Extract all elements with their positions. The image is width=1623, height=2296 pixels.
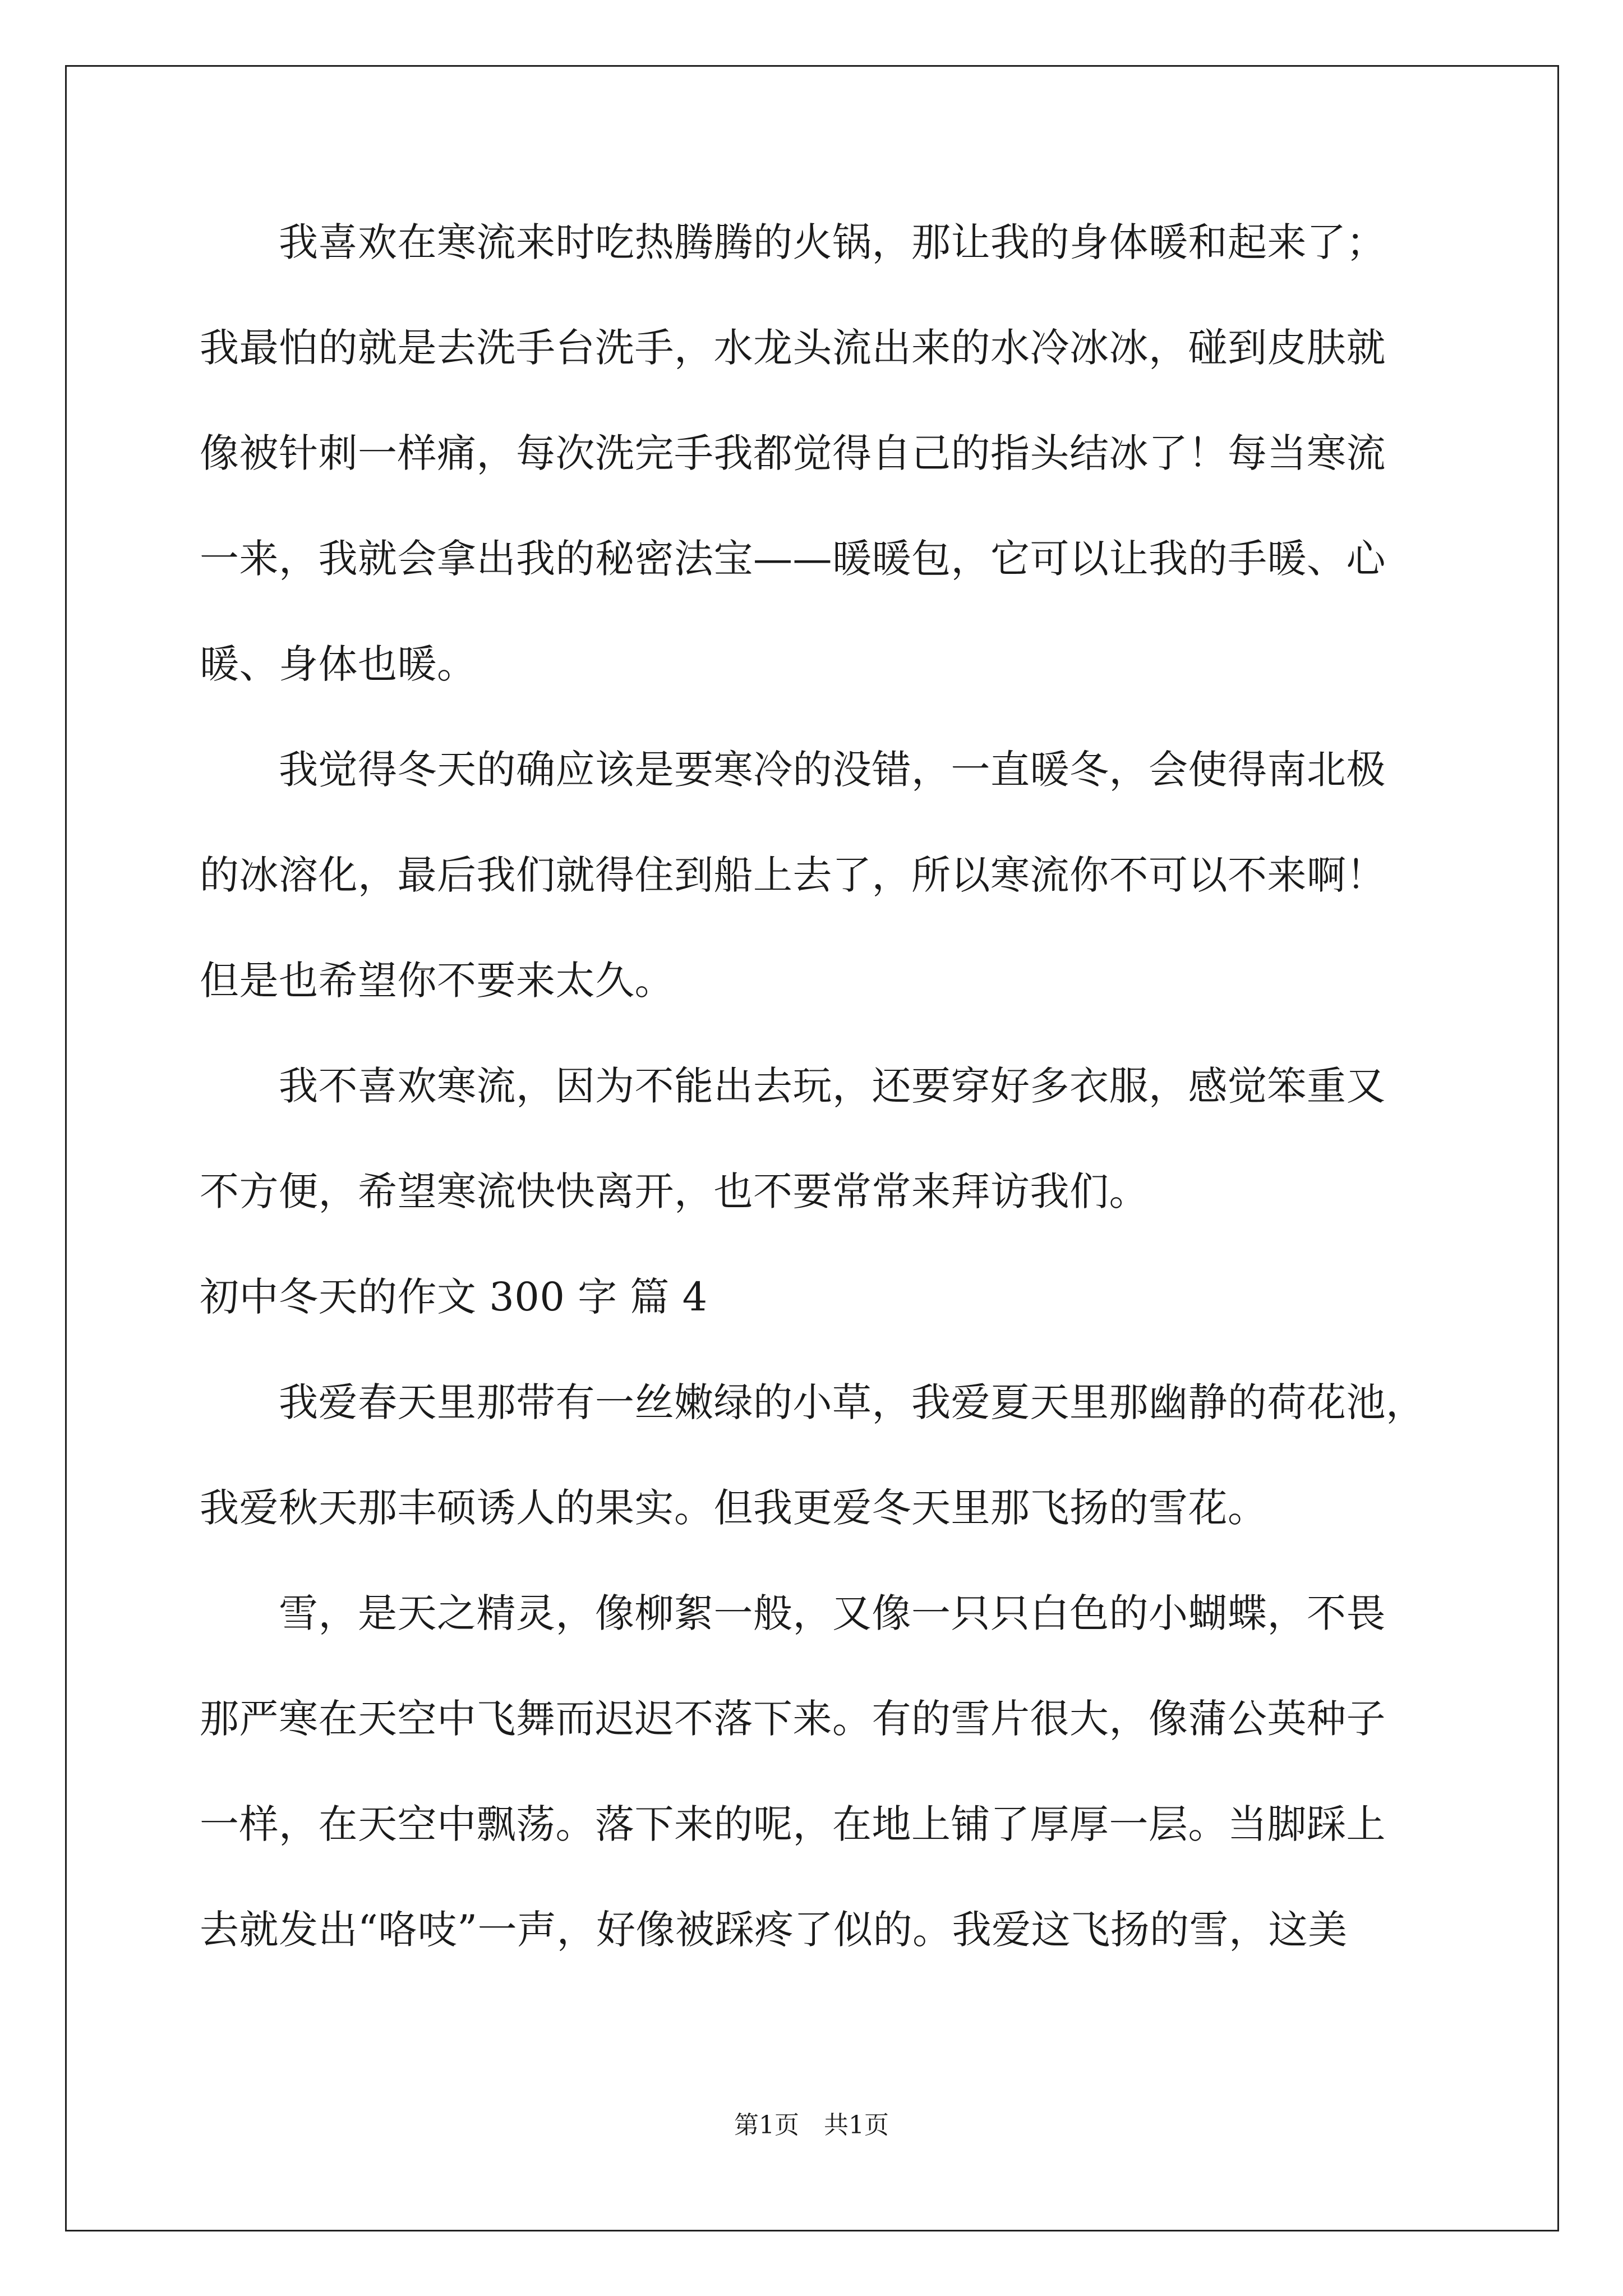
text-line: 我爱春天里那带有一丝嫩绿的小草，我爱夏天里那幽静的荷花池， [200,1379,1426,1425]
text-line: 雪，是天之精灵，像柳絮一般，又像一只只白色的小蝴蝶，不畏 [200,1590,1386,1636]
text-line: 我不喜欢寒流，因为不能出去玩，还要穿好多衣服，感觉笨重又 [200,1063,1386,1109]
page-number-footer: 第1页 共1页 [734,2111,889,2139]
text-line: 我觉得冬天的确应该是要寒冷的没错，一直暖冬，会使得南北极 [200,747,1386,793]
text-line: 但是也希望你不要来太久。 [200,958,674,1004]
text-line: 暖、身体也暖。 [200,641,477,687]
text-line: 像被针刺一样痛，每次洗完手我都觉得自己的指头结冰了！每当寒流 [200,430,1386,476]
text-line: 的冰溶化，最后我们就得住到船上去了，所以寒流你不可以不来啊！ [200,852,1386,898]
text-line: 我喜欢在寒流来时吃热腾腾的火锅，那让我的身体暖和起来了； [200,219,1386,265]
section-heading: 初中冬天的作文 300 字 篇 4 [200,1274,708,1320]
text-line: 去就发出“咯吱”一声，好像被踩疼了似的。我爱这飞扬的雪，这美 [200,1907,1348,1953]
text-line: 不方便，希望寒流快快离开，也不要常常来拜访我们。 [200,1168,1149,1214]
text-line: 一样，在天空中飘荡。落下来的呢，在地上铺了厚厚一层。当脚踩上 [200,1801,1386,1847]
text-line: 一来，我就会拿出我的秘密法宝——暖暖包，它可以让我的手暖、心 [200,536,1386,582]
text-line: 我最怕的就是去洗手台洗手，水龙头流出来的水冷冰冰，碰到皮肤就 [200,325,1386,371]
text-line: 我爱秋天那丰硕诱人的果实。但我更爱冬天里那飞扬的雪花。 [200,1485,1267,1531]
document-body [200,190,1456,1982]
text-line: 那严寒在天空中飞舞而迟迟不落下来。有的雪片很大，像蒲公英种子 [200,1696,1386,1742]
